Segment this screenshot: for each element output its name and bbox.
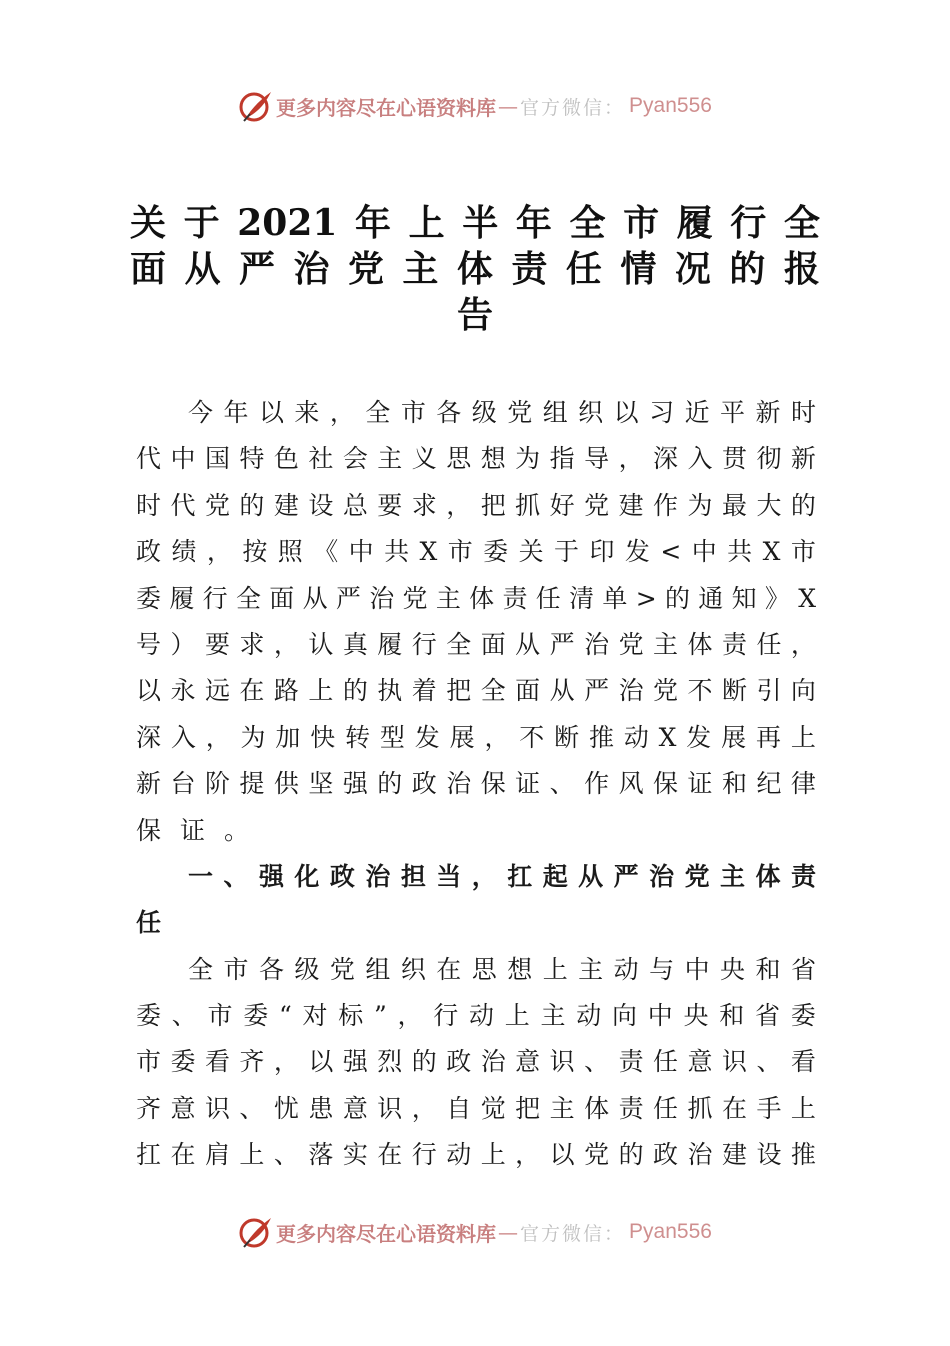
title-glyph: 体 bbox=[456, 248, 493, 290]
title-glyph: 情 bbox=[620, 248, 657, 290]
title-glyph: 主 bbox=[402, 248, 439, 290]
document-title bbox=[130, 200, 820, 338]
watermark-banner-top bbox=[0, 86, 950, 126]
title-glyph: 治 bbox=[293, 248, 330, 290]
paragraph-line: 以 永 远 在 路 上 的 执 着 把 全 面 从 严 治 党 不 断 引 向 bbox=[136, 676, 816, 706]
title-glyph: 行 bbox=[730, 202, 767, 244]
paragraph-line: 时 代 党 的 建 设 总 要 求 ， 把 抓 好 党 建 作 为 最 大 的 bbox=[136, 490, 816, 520]
title-glyph: 况 bbox=[674, 248, 711, 290]
title-glyph: 的 bbox=[729, 248, 766, 290]
watermark-brand-text: 更多内容尽在心语资料库 bbox=[276, 95, 497, 120]
paragraph-line: 委 、 市 委 “ 对 标 ” ， 行 动 上 主 动 向 中 央 和 省 委 bbox=[136, 1001, 816, 1031]
title-glyph: 2021 bbox=[237, 202, 338, 244]
title-glyph: 年 bbox=[355, 202, 392, 244]
title-glyph: 报 bbox=[783, 248, 820, 290]
document-body bbox=[136, 390, 816, 1179]
paragraph-line: 扛 在 肩 上 、 落 实 在 行 动 上 ， 以 党 的 政 治 建 设 推 bbox=[136, 1140, 816, 1170]
title-glyph: 全 bbox=[783, 202, 820, 244]
watermark-handle: Pyan556 bbox=[629, 1220, 712, 1243]
title-glyph: 任 bbox=[565, 248, 602, 290]
title-glyph: 全 bbox=[569, 202, 606, 244]
watermark-dash: — bbox=[498, 94, 519, 118]
title-glyph: 半 bbox=[462, 202, 499, 244]
quill-logo-icon bbox=[238, 88, 274, 124]
title-glyph: 责 bbox=[511, 248, 548, 290]
paragraph-line: 号 ） 要 求 ， 认 真 履 行 全 面 从 严 治 党 主 体 责 任 ， bbox=[136, 629, 816, 659]
paragraph-line: 新 台 阶 提 供 坚 强 的 政 治 保 证 、 作 风 保 证 和 纪 律 bbox=[136, 769, 816, 799]
paragraph-line: 齐 意 识 、 忧 患 意 识 ， 自 觉 把 主 体 责 任 抓 在 手 上 bbox=[136, 1093, 816, 1123]
title-glyph: 年 bbox=[515, 202, 552, 244]
title-glyph: 告 bbox=[456, 294, 493, 336]
title-line bbox=[130, 246, 820, 292]
title-glyph: 从 bbox=[184, 248, 221, 290]
paragraph-line: 深 入 ， 为 加 快 转 型 发 展 ， 不 断 推 动 X 发 展 再 上 bbox=[136, 722, 816, 752]
title-glyph: 面 bbox=[130, 248, 167, 290]
title-glyph: 上 bbox=[408, 202, 445, 244]
paragraph-line: 保 证 。 bbox=[136, 815, 250, 845]
title-glyph: 党 bbox=[347, 248, 384, 290]
paragraph-line: 政 绩 ， 按 照 《 中 共 X 市 委 关 于 印 发 < 中 共 X 市 bbox=[136, 537, 816, 567]
title-glyph: 履 bbox=[676, 202, 713, 244]
watermark-official-label: 官方微信： bbox=[520, 1222, 626, 1245]
title-glyph: 市 bbox=[623, 202, 660, 244]
paragraph-line: 市 委 看 齐 ， 以 强 烈 的 政 治 意 识 、 责 任 意 识 、 看 bbox=[136, 1047, 816, 1077]
paragraph-line: 全 市 各 级 党 组 织 在 思 想 上 主 动 与 中 央 和 省 bbox=[188, 954, 816, 984]
paragraph-line: 委 履 行 全 面 从 严 治 党 主 体 责 任 清 单 > 的 通 知 》 X bbox=[136, 583, 816, 613]
watermark-dash: — bbox=[498, 1220, 519, 1244]
paragraph-line: 代 中 国 特 色 社 会 主 义 思 想 为 指 导 ， 深 入 贯 彻 新 bbox=[136, 444, 816, 474]
watermark-brand-text: 更多内容尽在心语资料库 bbox=[276, 1221, 497, 1246]
watermark-handle: Pyan556 bbox=[629, 94, 712, 117]
section-heading-line: 一 、 强 化 政 治 担 当 ， 扛 起 从 严 治 党 主 体 责 bbox=[188, 861, 816, 891]
title-line bbox=[130, 292, 820, 338]
title-glyph: 于 bbox=[183, 202, 220, 244]
paragraph-line: 今 年 以 来 ， 全 市 各 级 党 组 织 以 习 近 平 新 时 bbox=[188, 398, 816, 427]
watermark-banner-bottom bbox=[0, 1212, 950, 1252]
watermark-official-label: 官方微信： bbox=[520, 96, 626, 119]
title-line bbox=[130, 200, 820, 246]
title-glyph: 严 bbox=[238, 248, 275, 290]
section-heading-line: 任 bbox=[136, 908, 162, 938]
title-glyph: 关 bbox=[130, 202, 167, 244]
quill-logo-icon bbox=[238, 1214, 274, 1250]
